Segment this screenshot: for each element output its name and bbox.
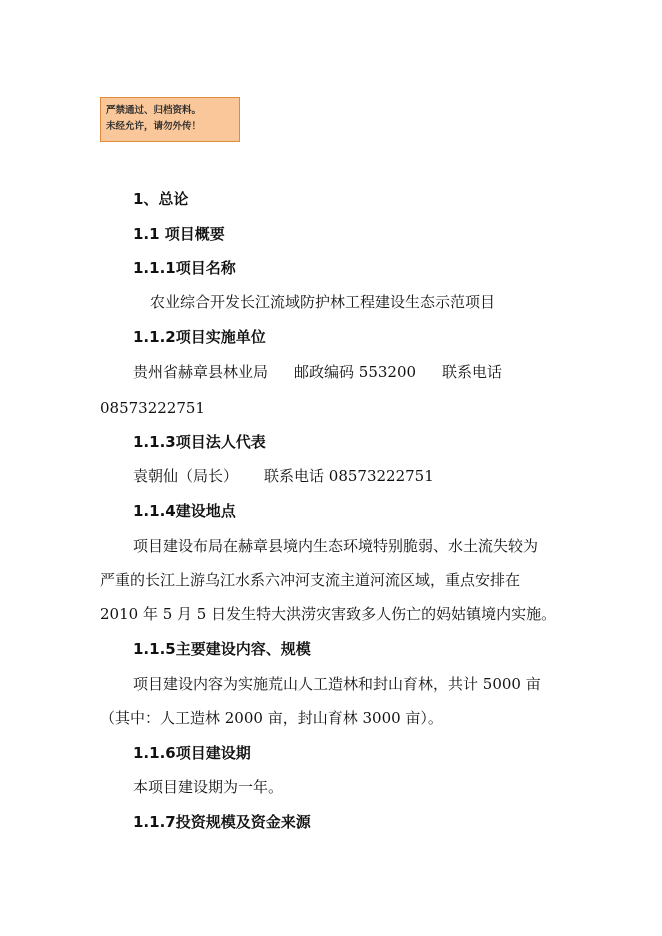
location-text-line-3: 2010 年 5 月 5 日发生特大洪涝灾害致多人伤亡的妈姑镇境内实施。 (100, 605, 557, 623)
heading-legal-representative: 1.1.3项目法人代表 (133, 433, 266, 451)
project-name-text: 农业综合开发长江流域防护林工程建设生态示范项目 (150, 293, 496, 311)
heading-implementing-unit: 1.1.2项目实施单位 (133, 328, 266, 346)
period-text: 本项目建设期为一年。 (133, 778, 284, 796)
confidential-notice-box (100, 97, 240, 142)
notice-line-1: 严禁通过、归档资料。 (106, 105, 202, 116)
heading-project-name: 1.1.1项目名称 (133, 259, 236, 277)
heading-general: 1、总论 (133, 190, 189, 208)
heading-construction-content: 1.1.5主要建设内容、规模 (133, 640, 311, 658)
location-text-line-2: 严重的长江上游乌江水系六冲河支流主道河流区域，重点安排在 (100, 571, 521, 589)
phone-label: 联系电话 (442, 363, 503, 381)
postcode: 邮政编码 553200 (294, 363, 417, 381)
heading-project-overview: 1.1 项目概要 (133, 225, 225, 243)
legal-rep-phone: 联系电话 08573222751 (264, 467, 434, 485)
unit-phone-number: 08573222751 (100, 399, 205, 417)
content-text-line-2: （其中：人工造林 2000 亩，封山育林 3000 亩）。 (100, 709, 443, 727)
legal-rep-name: 袁朝仙（局长） (133, 467, 239, 485)
unit-name: 贵州省赫章县林业局 (133, 363, 269, 381)
heading-construction-site: 1.1.4建设地点 (133, 502, 236, 520)
heading-construction-period: 1.1.6项目建设期 (133, 744, 251, 762)
notice-line-2: 未经允许，请勿外传！ (106, 121, 202, 132)
heading-investment: 1.1.7投资规模及资金来源 (133, 813, 311, 831)
legal-rep-line (133, 466, 434, 486)
location-text-line-1: 项目建设布局在赫章县境内生态环境特别脆弱、水土流失较为 (133, 537, 539, 555)
unit-info-line (133, 362, 502, 382)
content-text-line-1: 项目建设内容为实施荒山人工造林和封山育林，共计 5000 亩 (133, 675, 541, 693)
